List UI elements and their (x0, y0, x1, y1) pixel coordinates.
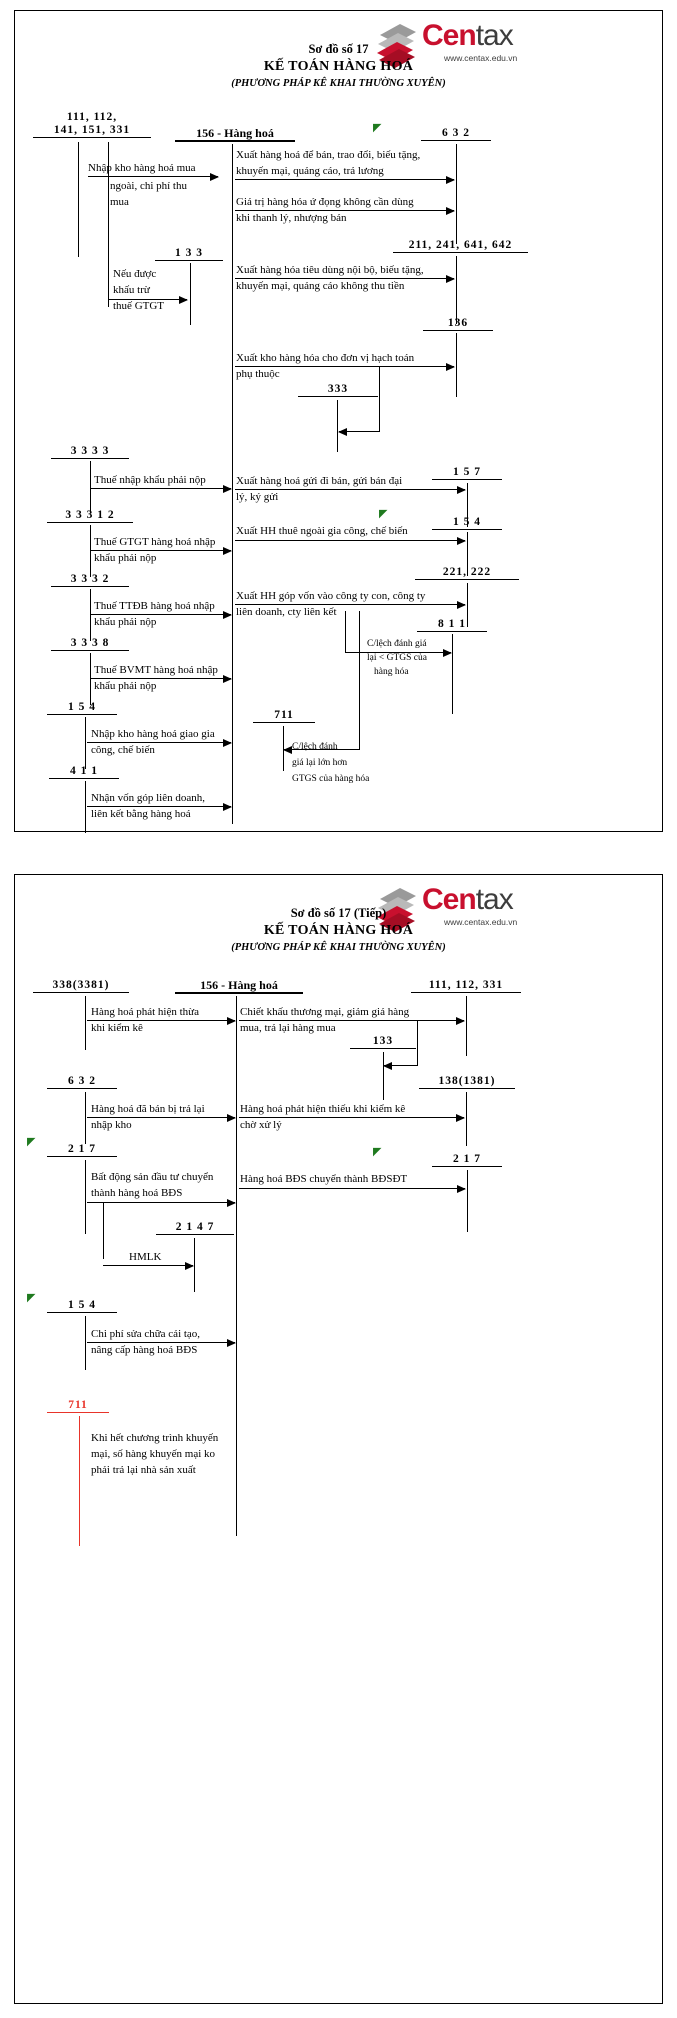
arrow-111-to-156 (88, 176, 218, 177)
label-nhap-kho-hang-hoa-mua: Nhập kho hàng hoá mua (88, 162, 196, 174)
label-khau-phai-nop-3: khẩu phải nộp (94, 680, 157, 692)
account-632: 6 3 2 (421, 127, 491, 141)
arrow-156-to-138 (239, 1117, 464, 1118)
label-khuyen-mai-quang-cao: khuyến mại, quảng cáo, trả lương (236, 165, 384, 177)
centax-wordmark-2: Centax (422, 883, 513, 916)
vline-133-feed-page2 (417, 1020, 418, 1065)
label-lien-doanh-cty-lien-ket: liên doanh, cty liên kết (236, 606, 337, 618)
account-3338: 3 3 3 8 (51, 637, 129, 651)
vline-811-feed (345, 611, 346, 652)
centax-url-2: www.centax.edu.vn (444, 917, 518, 927)
arrow-156-to-221 (235, 604, 465, 605)
vline-711-red (79, 1416, 80, 1546)
account-133-page2: 133 (350, 1035, 416, 1049)
label-thanh-hang-hoa-bds: thành hàng hoá BĐS (91, 1187, 183, 1199)
arrow-hmlk (103, 1265, 193, 1266)
label-phu-thuoc: phụ thuộc (236, 368, 280, 380)
label-khau-tru: khấu trừ (113, 284, 150, 296)
label-khi-het-chuong-trinh: Khi hết chương trình khuyến (91, 1432, 219, 1444)
centax-url: www.centax.edu.vn (444, 53, 518, 63)
account-811: 8 1 1 (417, 618, 487, 632)
arrow-156-to-211 (235, 278, 454, 279)
arrow-3338-to-156 (90, 678, 231, 679)
label-gtgs-cua-hang-hoa: GTGS của hàng hóa (292, 774, 370, 784)
page2-title-line3: (PHƯƠNG PHÁP KÊ KHAI THƯỜNG XUYÊN) (231, 942, 446, 953)
vline-217-right (467, 1170, 468, 1232)
label-khuyen-mai-quang-cao-khong-thu-tien: khuyến mại, quảng cáo không thu tiền (236, 280, 405, 292)
page2-title-line2: KẾ TOÁN HÀNG HOÁ (263, 923, 414, 938)
vline-2147 (194, 1238, 195, 1292)
account-3332: 3 3 3 2 (51, 573, 129, 587)
label-phai-tra-lai-nha-san-xuat: phải trả lại nhà sản xuất (91, 1464, 196, 1476)
label-thue-gtgt-hang-hoa-nhap: Thuế GTGT hàng hoá nhập (94, 536, 216, 548)
account-3333: 3 3 3 3 (51, 445, 129, 459)
account-338-3381: 338(3381) (33, 979, 129, 993)
account-711: 711 (253, 709, 315, 723)
account-217-right: 2 1 7 (432, 1153, 502, 1167)
label-clech-danh-gia: C/lệch đánh giá (367, 639, 427, 649)
account-411: 4 1 1 (49, 765, 119, 779)
vline-136 (456, 333, 457, 397)
vline-632 (456, 144, 457, 244)
label-lai-gtgs-cua: lại < GTGS của (367, 653, 427, 663)
label-xuat-hang-hoa-de-ban: Xuất hàng hoá để bán, trao đổi, biếu tặng, (236, 149, 421, 161)
label-thue-gtgt: thuế GTGT (113, 300, 165, 312)
arrow-411-to-156 (87, 806, 231, 807)
page1-title-line2: KẾ TOÁN HÀNG HOÁ (263, 59, 414, 74)
arrow-133-back-page2 (384, 1065, 418, 1066)
vline-3332 (90, 589, 91, 641)
arrow-338-to-156 (87, 1020, 235, 1021)
account-711-page2: 711 (47, 1399, 109, 1413)
arrow-3332-to-156 (90, 614, 231, 615)
account-157: 1 5 7 (432, 466, 502, 480)
arrow-3333-to-156 (90, 488, 231, 489)
account-33312: 3 3 3 1 2 (47, 509, 133, 523)
vline-3338 (90, 653, 91, 705)
account-632-left: 6 3 2 (47, 1075, 117, 1089)
vline-338 (85, 996, 86, 1050)
vline-632-left (85, 1092, 86, 1144)
label-chiet-khau-thuong-mai: Chiết khấu thương mại, giảm giá hàng (240, 1006, 410, 1018)
vline-154-left (85, 717, 86, 769)
vline-133-page2 (383, 1052, 384, 1100)
arrow-156-to-157 (235, 489, 465, 490)
page2-title-line1: Sơ đồ số 17 (Tiếp) (290, 906, 387, 920)
label-xuat-kho-hang-hoa-cho-don-vi: Xuất kho hàng hóa cho đơn vị hạch toán (236, 352, 415, 364)
label-thue-ttdb-hang-hoa-nhap: Thuế TTĐB hàng hoá nhập (94, 600, 215, 612)
label-hang-hoa-phat-hien-thua: Hàng hoá phát hiện thừa (91, 1006, 199, 1018)
account-211-241-641-642: 211, 241, 641, 642 (393, 239, 528, 253)
label-hang-hoa-phat-hien-thieu: Hàng hoá phát hiện thiếu khi kiểm kê (240, 1103, 406, 1115)
green-tick-icon-5: ◤ (373, 1146, 382, 1158)
label-xuat-hang-hoa-tieu-dung-noi-bo: Xuất hàng hóa tiêu dùng nội bộ, biếu tặng, (236, 264, 424, 276)
green-tick-icon-2: ◤ (379, 508, 388, 520)
label-nhap-kho: nhập kho (91, 1119, 132, 1131)
arrow-333-back (339, 431, 380, 432)
arrow-156-to-632-a (235, 179, 454, 180)
vline-156-main (232, 144, 233, 824)
vline-217-left (85, 1160, 86, 1234)
label-thue-nhap-khau-phai-nop: Thuế nhập khẩu phải nộp (94, 474, 206, 486)
label-mua-tra-lai-hang-mua: mua, trả lại hàng mua (240, 1022, 336, 1034)
label-hmlk: HMLK (129, 1251, 162, 1263)
account-156-main-2: 156 - Hàng hoá (175, 979, 303, 994)
label-bat-dong-san-dau-tu-chuyen: Bất động sản đầu tư chuyển (91, 1171, 214, 1183)
page1-title-line1: Sơ đồ số 17 (308, 42, 369, 56)
label-mua: mua (110, 196, 129, 208)
label-hang-hoa-811: hàng hóa (374, 667, 409, 677)
label-khi-thanh-ly-nhuong-ban: khi thanh lý, nhượng bán (236, 212, 347, 224)
arrow-156-to-111-112-331 (239, 1020, 464, 1021)
arrow-133 (109, 299, 187, 300)
label-gia-lai-lon-hon: giá lại lớn hơn (292, 758, 348, 768)
account-111-112-141-151-331: 111, 112, 141, 151, 331 (33, 111, 151, 138)
arrow-217-to-156 (87, 1202, 235, 1203)
vline-154-page2 (85, 1316, 86, 1370)
arrow-632-to-156-2 (87, 1117, 235, 1118)
label-hang-hoa-bds-chuyen-thanh: Hàng hoá BĐS chuyển thành BĐSĐT (240, 1173, 408, 1185)
label-xuat-hang-hoa-gui-di-ban: Xuất hàng hoá gửi đi bán, gửi bán đại (236, 475, 403, 487)
label-ly-ky-gui: lý, ký gửi (236, 491, 279, 503)
page1-title-line3: (PHƯƠNG PHÁP KÊ KHAI THƯỜNG XUYÊN) (231, 78, 446, 89)
label-hang-hoa-da-ban-bi-tra-lai: Hàng hoá đã bán bị trả lại (91, 1103, 205, 1115)
account-154-right: 1 5 4 (432, 516, 502, 530)
label-khau-phai-nop-1: khẩu phải nộp (94, 552, 157, 564)
label-xuat-hh-gop-von: Xuất HH góp vốn vào công ty con, công ty (236, 590, 426, 602)
vline-211-241 (456, 256, 457, 324)
arrow-156-to-217 (239, 1188, 465, 1189)
label-gia-tri-hang-hoa-u-dong: Giá trị hàng hóa ứ đọng không cần dùng (236, 196, 414, 208)
arrow-156-to-632-b (235, 210, 454, 211)
account-136: 136 (423, 317, 493, 331)
label-thue-bvmt-hang-hoa-nhap: Thuế BVMT hàng hoá nhập (94, 664, 218, 676)
vline-333 (337, 400, 338, 452)
label-nang-cap-hang-hoa-bds: nâng cấp hàng hoá BĐS (91, 1344, 198, 1356)
label-clech-danh: C/lệch đánh (292, 742, 338, 752)
green-tick-icon-1: ◤ (373, 122, 382, 134)
vline-811 (452, 634, 453, 714)
label-ngoai-chi-phi-thu: ngoài, chi phí thu (110, 180, 187, 192)
account-156-main: 156 - Hàng hoá (175, 127, 295, 142)
vline-111-112-331 (466, 996, 467, 1056)
label-neu-duoc: Nếu được (113, 268, 157, 280)
diagram-panel-1 (14, 10, 663, 832)
label-xuat-hh-thue-ngoai-gia-cong: Xuất HH thuê ngoài gia công, chế biến (236, 525, 408, 537)
arrow-33312-to-156 (90, 550, 231, 551)
green-tick-icon-4: ◤ (27, 1292, 36, 1304)
arrow-156-to-154 (235, 540, 465, 541)
label-nhap-kho-hang-hoa-giao-gia: Nhập kho hàng hoá giao gia (91, 728, 215, 740)
account-138-1381: 138(1381) (419, 1075, 515, 1089)
label-cong-che-bien: công, chế biến (91, 744, 155, 756)
page1-title-block (15, 41, 662, 92)
account-221-222: 221, 222 (415, 566, 519, 580)
label-lien-ket-bang-hang-hoa: liên kết bằng hàng hoá (91, 808, 191, 820)
account-333: 333 (298, 383, 378, 397)
vline-333-feed (379, 366, 380, 431)
account-2147: 2 1 4 7 (156, 1221, 234, 1235)
label-nhan-von-gop-lien-doanh: Nhận vốn góp liên doanh, (91, 792, 205, 804)
label-khau-phai-nop-2: khẩu phải nộp (94, 616, 157, 628)
arrow-156-to-136 (235, 366, 454, 367)
account-111-112-331: 111, 112, 331 (411, 979, 521, 993)
label-mai-so-hang-khuyen-mai: mại, số hàng khuyến mại ko (91, 1448, 216, 1460)
arrow-154-to-156 (87, 742, 231, 743)
vline-33312 (90, 525, 91, 577)
vline-156-main-2 (236, 996, 237, 1536)
vline-3333 (90, 461, 91, 513)
page2-title-block (15, 905, 662, 956)
arrow-154-to-156-2 (87, 1342, 235, 1343)
label-chi-phi-sua-chua-cai-tao: Chi phí sửa chữa cải tạo, (91, 1328, 201, 1340)
account-154-left: 1 5 4 (47, 701, 117, 715)
label-cho-xu-ly: chờ xử lý (240, 1119, 282, 1131)
centax-wordmark: Centax (422, 19, 513, 52)
diagram-panel-2 (14, 874, 663, 2004)
vline-111-112 (78, 142, 79, 257)
vline-2147-feed (103, 1202, 104, 1259)
vline-133 (190, 263, 191, 325)
account-154-page2: 1 5 4 (47, 1299, 117, 1313)
arrow-to-811 (345, 652, 451, 653)
account-133: 1 3 3 (155, 247, 223, 261)
vline-138 (466, 1092, 467, 1146)
label-khi-kiem-ke: khi kiểm kê (91, 1022, 143, 1034)
vline-411 (85, 781, 86, 833)
vline-711-feed (359, 611, 360, 749)
account-217-left: 2 1 7 (47, 1143, 117, 1157)
green-tick-icon-3: ◤ (27, 1136, 36, 1148)
